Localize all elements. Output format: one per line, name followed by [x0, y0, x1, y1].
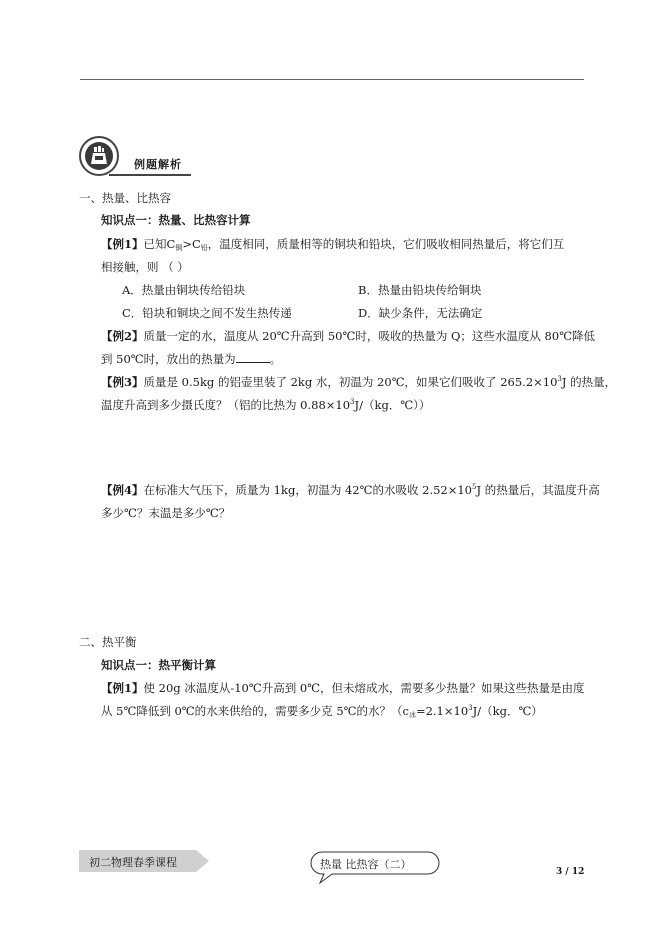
part1-heading: 一、热量、比热容	[79, 191, 171, 205]
p1-ex1-option-a: A．热量由铜块传给铅块	[122, 283, 246, 297]
flask-circle-icon	[79, 136, 119, 176]
footer-course: 初二物理春季课程	[89, 856, 177, 869]
flask-icon	[85, 142, 113, 170]
part2-heading: 二、热平衡	[79, 635, 137, 649]
p1-ex3-line1: 【例3】质量是 0.5kg 的铝壶里装了 2kg 水，初温为 20℃，如果它们吸收了 $265.2\times 10^3J$ 的热量，	[101, 375, 617, 389]
p1-ex4-line1: 【例4】在标准大气压下，质量为 1kg，初温为 42℃的水吸收 $2.52\times 10^5J$ 的热量后，其温度升高	[101, 483, 600, 497]
footer-topic: 热量 比热容（二）	[320, 858, 412, 871]
part1-knowledge-point: 知识点一：热量、比热容计算	[101, 213, 251, 227]
p1-ex4-line2: 多少℃？末温是多少℃？	[101, 506, 231, 520]
part2-knowledge-point: 知识点一：热平衡计算	[101, 658, 216, 672]
p1-ex2-line2: 到 50℃时，放出的热量为 。	[101, 352, 282, 366]
answer-blank	[236, 352, 270, 363]
page-number: 3 / 12	[556, 867, 585, 877]
header-rule	[80, 79, 584, 80]
p2-ex1-line2: 从 5℃降低到 0℃的水来供给的，需要多少克 5℃的水？（$c_冰=2.1\times 10^3J/(kg$．℃）	[101, 704, 543, 719]
p1-ex3-line2: 温度升高到多少摄氏度？（铝的比热为 $0.88\times 10^3J/(kg$．℃））	[101, 398, 431, 412]
p1-ex1-line1: 【例1】已知$C_铜>C_铅$，温度相同，质量相等的铜块和铅块，它们吸收相同热量后，将它们互	[101, 237, 565, 252]
p1-ex1-option-b: B．热量由铅块传给铜块	[358, 283, 482, 297]
p1-ex2-line1: 【例2】质量一定的水，温度从 20℃升高到 50℃时，吸收的热量为 Q；这些水温度从 80℃降低	[101, 329, 596, 343]
p1-ex1-line2: 相接触，则 （ ）	[101, 260, 189, 274]
section-title: 例题解析	[134, 158, 182, 171]
p2-ex1-line1: 【例1】使 20g 冰温度从-10℃升高到 0℃，但未熔成水，需要多少热量？如果这些热量是由度	[101, 681, 585, 695]
p1-ex1-option-c: C．铅块和铜块之间不发生热传递	[122, 306, 292, 320]
p1-ex1-option-d: D．缺少条件，无法确定	[358, 306, 483, 320]
